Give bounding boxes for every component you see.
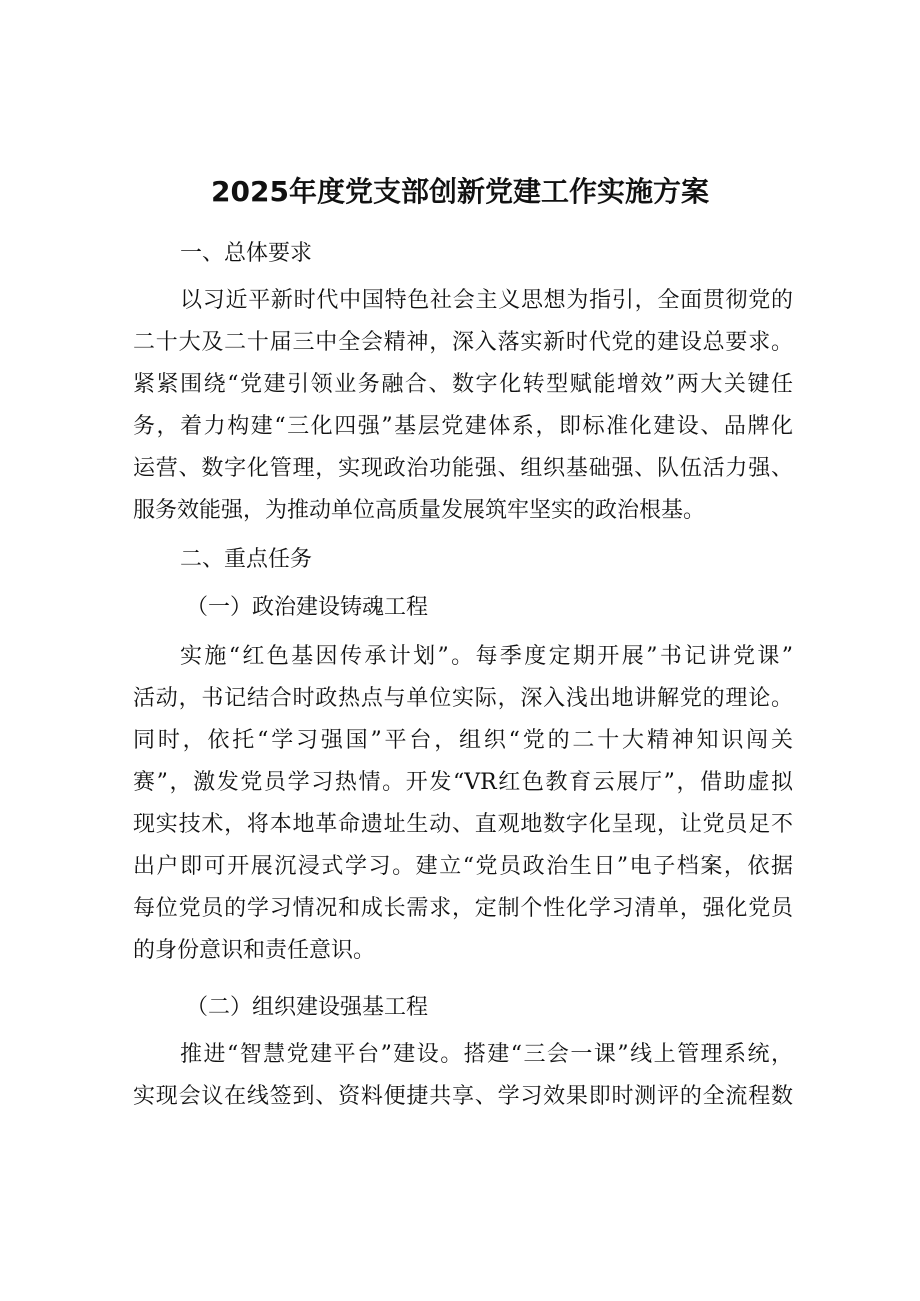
- subsection-heading-political: （一）政治建设铸魂工程: [186, 595, 429, 620]
- paragraph-line: 服务效能强，为推动单位高质量发展筑牢坚实的政治根基。: [133, 498, 706, 523]
- paragraph-line: 以习近平新时代中国特色社会主义思想为指引，全面贯彻党的: [180, 288, 793, 313]
- paragraph-line: 运营、数字化管理，实现政治功能强、组织基础强、队伍活力强、: [133, 456, 793, 481]
- paragraph-line: 紧紧围绕“党建引领业务融合、数字化转型赋能增效”两大关键任: [133, 372, 793, 397]
- paragraph-line: 推进“智慧党建平台”建设。搭建“三会一课”线上管理系统，: [180, 1042, 793, 1067]
- paragraph-line: 实现会议在线签到、资料便捷共享、学习效果即时测评的全流程数: [133, 1084, 793, 1109]
- paragraph-line: 出户即可开展沉浸式学习。建立“党员政治生日”电子档案，依据: [133, 854, 793, 879]
- document-title: 2025年度党支部创新党建工作实施方案: [211, 175, 709, 208]
- paragraph-line: 现实技术，将本地革命遗址生动、直观地数字化呈现，让党员足不: [133, 812, 793, 837]
- section-heading-key-tasks: 二、重点任务: [180, 547, 313, 572]
- paragraph-line: 二十大及二十届三中全会精神，深入落实新时代党的建设总要求。: [133, 330, 793, 355]
- subsection-heading-organization: （二）组织建设强基工程: [186, 995, 429, 1020]
- paragraph-line: 的身份意识和责任意识。: [133, 938, 376, 963]
- section-heading-general-requirements: 一、总体要求: [180, 241, 313, 266]
- paragraph-line: 实施“红色基因传承计划”。每季度定期开展”书记讲党课”: [180, 644, 793, 669]
- paragraph-line: 同时，依托“学习强国”平台，组织“党的二十大精神知识闯关: [133, 728, 793, 753]
- paragraph-line: 赛”，激发党员学习热情。开发“VR红色教育云展厅”，借助虚拟: [133, 770, 793, 795]
- paragraph-line: 活动，书记结合时政热点与单位实际，深入浅出地讲解党的理论。: [133, 686, 793, 711]
- paragraph-line: 每位党员的学习情况和成长需求，定制个性化学习清单，强化党员: [133, 896, 793, 921]
- paragraph-line: 务，着力构建“三化四强”基层党建体系，即标准化建设、品牌化: [133, 414, 793, 439]
